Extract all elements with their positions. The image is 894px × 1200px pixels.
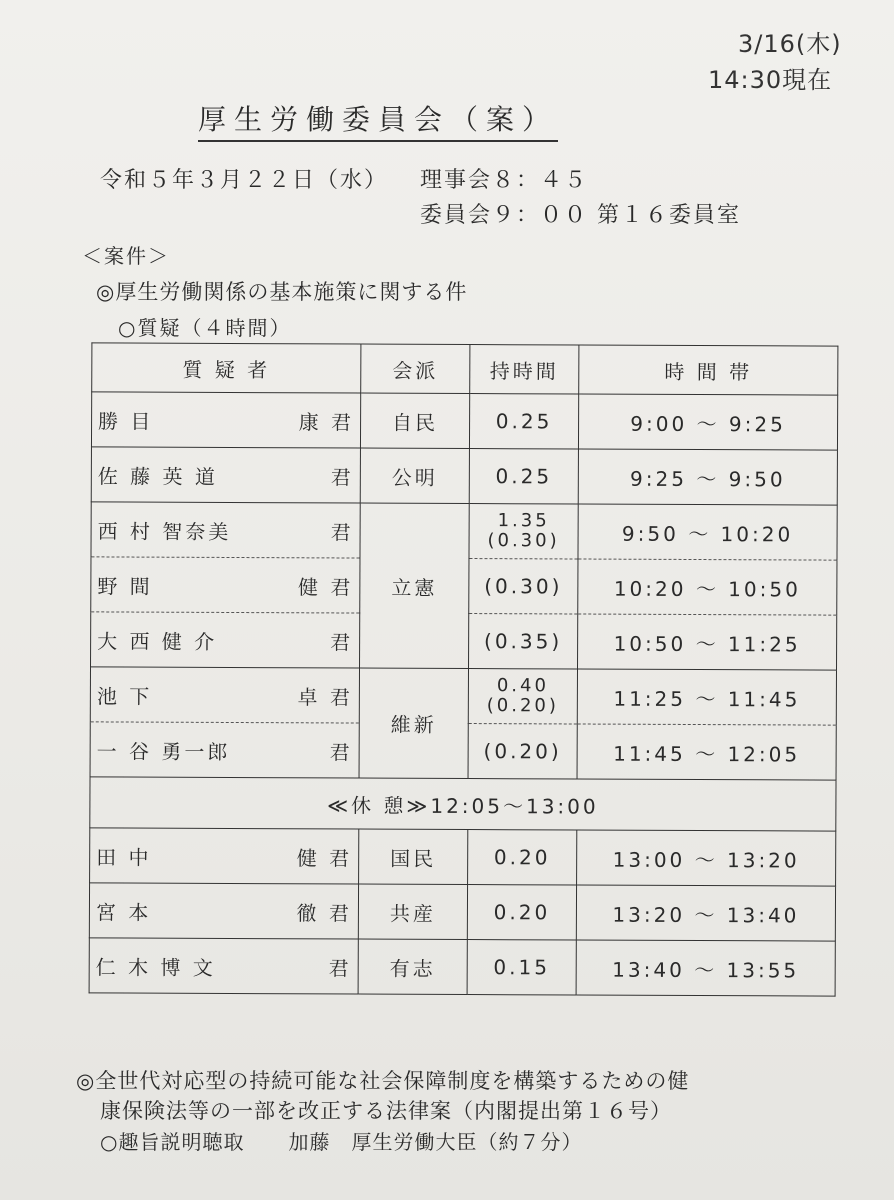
questioner-name: 宮 本 徹 君 bbox=[89, 883, 358, 939]
questioner-name: 仁 木 博 文 君 bbox=[89, 938, 358, 994]
explanation-line bbox=[100, 1126, 582, 1155]
party-cell: 国民 bbox=[359, 829, 468, 884]
explanation-label: ○趣旨説明聴取 bbox=[100, 1130, 245, 1154]
allotted-time-cell: (0.20) bbox=[468, 724, 577, 779]
time-slot-cell: 9:50 ～ 10:20 bbox=[578, 504, 837, 560]
time-slot-cell: 11:45 ～ 12:05 bbox=[577, 724, 836, 780]
rijikai-time: 理事会８：４５ bbox=[420, 168, 589, 193]
party-cell: 自民 bbox=[360, 393, 469, 448]
agenda-item-2 bbox=[76, 1066, 856, 1126]
party-cell: 立憲 bbox=[360, 503, 470, 668]
explanation-speaker: 加藤 厚生労働大臣（約７分） bbox=[288, 1130, 583, 1154]
header-time-slot: 時 間 帯 bbox=[579, 345, 838, 395]
questioner-name: 池 下 卓 君 bbox=[90, 667, 359, 723]
meeting-date: 令和５年３月２２日（水） bbox=[100, 168, 389, 193]
table-row bbox=[90, 667, 836, 725]
table-row bbox=[91, 502, 837, 560]
time-slot-cell: 10:20 ～ 10:50 bbox=[578, 559, 837, 615]
question-schedule-table bbox=[89, 342, 839, 996]
questioner-name: 大 西 健 介 君 bbox=[91, 612, 360, 668]
time-slot-cell: 9:00 ～ 9:25 bbox=[578, 394, 837, 450]
questioning-label: ○質疑（４時間） bbox=[118, 316, 292, 340]
time-slot-cell: 13:00 ～ 13:20 bbox=[577, 830, 836, 886]
allotted-time-cell: 0.20 bbox=[467, 885, 576, 940]
party-cell: 有志 bbox=[358, 939, 467, 994]
questioner-name: 西 村 智奈美 君 bbox=[91, 502, 360, 558]
allotted-time-cell: 0.25 bbox=[469, 394, 578, 449]
agenda-item-1: ◎厚生労働関係の基本施策に関する件 bbox=[96, 280, 468, 304]
allotted-time-cell: 0.20 bbox=[468, 830, 577, 885]
table-row bbox=[89, 883, 835, 941]
allotted-time-cell: (0.30) bbox=[469, 559, 578, 614]
table-row bbox=[91, 447, 837, 505]
party-cell: 共産 bbox=[358, 884, 467, 939]
break-cell: ≪休 憩≫12:05～13:00 bbox=[90, 777, 836, 831]
allotted-time-cell: 1.35 (0.30) bbox=[469, 504, 578, 559]
table-row bbox=[91, 392, 837, 450]
table-header-row bbox=[92, 343, 838, 395]
table-row bbox=[89, 938, 835, 996]
questioner-name: 田 中 健 君 bbox=[90, 828, 359, 884]
handwritten-date: 3/16(木) bbox=[738, 30, 842, 58]
header-allotted-time: 持時間 bbox=[470, 345, 579, 394]
agenda-item-2-line2: 康保険法等の一部を改正する法律案（内閣提出第１６号） bbox=[100, 1099, 672, 1123]
table-row bbox=[90, 828, 836, 886]
time-slot-cell: 13:40 ～ 13:55 bbox=[576, 940, 835, 996]
allotted-time-cell: 0.15 bbox=[467, 940, 576, 995]
allotted-time-cell: 0.25 bbox=[469, 449, 578, 504]
header-questioner: 質 疑 者 bbox=[92, 343, 361, 393]
time-slot-cell: 9:25 ～ 9:50 bbox=[578, 449, 837, 505]
questioner-name: 一 谷 勇一郎 君 bbox=[90, 722, 359, 778]
time-slot-cell: 10:50 ～ 11:25 bbox=[578, 614, 837, 670]
party-cell: 公明 bbox=[360, 448, 469, 503]
iinkai-time-room: 委員会９：００ 第１６委員室 bbox=[420, 203, 741, 228]
party-cell: 維新 bbox=[359, 668, 468, 778]
questioner-name: 野 間 健 君 bbox=[91, 557, 360, 613]
allotted-time-cell: (0.35) bbox=[469, 614, 578, 669]
questioner-name: 佐 藤 英 道 君 bbox=[91, 447, 360, 503]
agenda-label: ＜案件＞ bbox=[82, 244, 170, 268]
page-title: 厚生労働委員会（案） bbox=[198, 98, 558, 142]
time-slot-cell: 13:20 ～ 13:40 bbox=[576, 885, 835, 941]
header-party: 会派 bbox=[361, 344, 470, 393]
allotted-time-cell: 0.40 (0.20) bbox=[468, 669, 577, 724]
handwritten-time: 14:30現在 bbox=[708, 66, 833, 94]
agenda-item-2-line1: ◎全世代対応型の持続可能な社会保障制度を構築するための健 bbox=[76, 1069, 690, 1093]
break-row bbox=[90, 777, 836, 831]
questioner-name: 勝 目 康 君 bbox=[91, 392, 360, 448]
time-slot-cell: 11:25 ～ 11:45 bbox=[577, 669, 836, 725]
